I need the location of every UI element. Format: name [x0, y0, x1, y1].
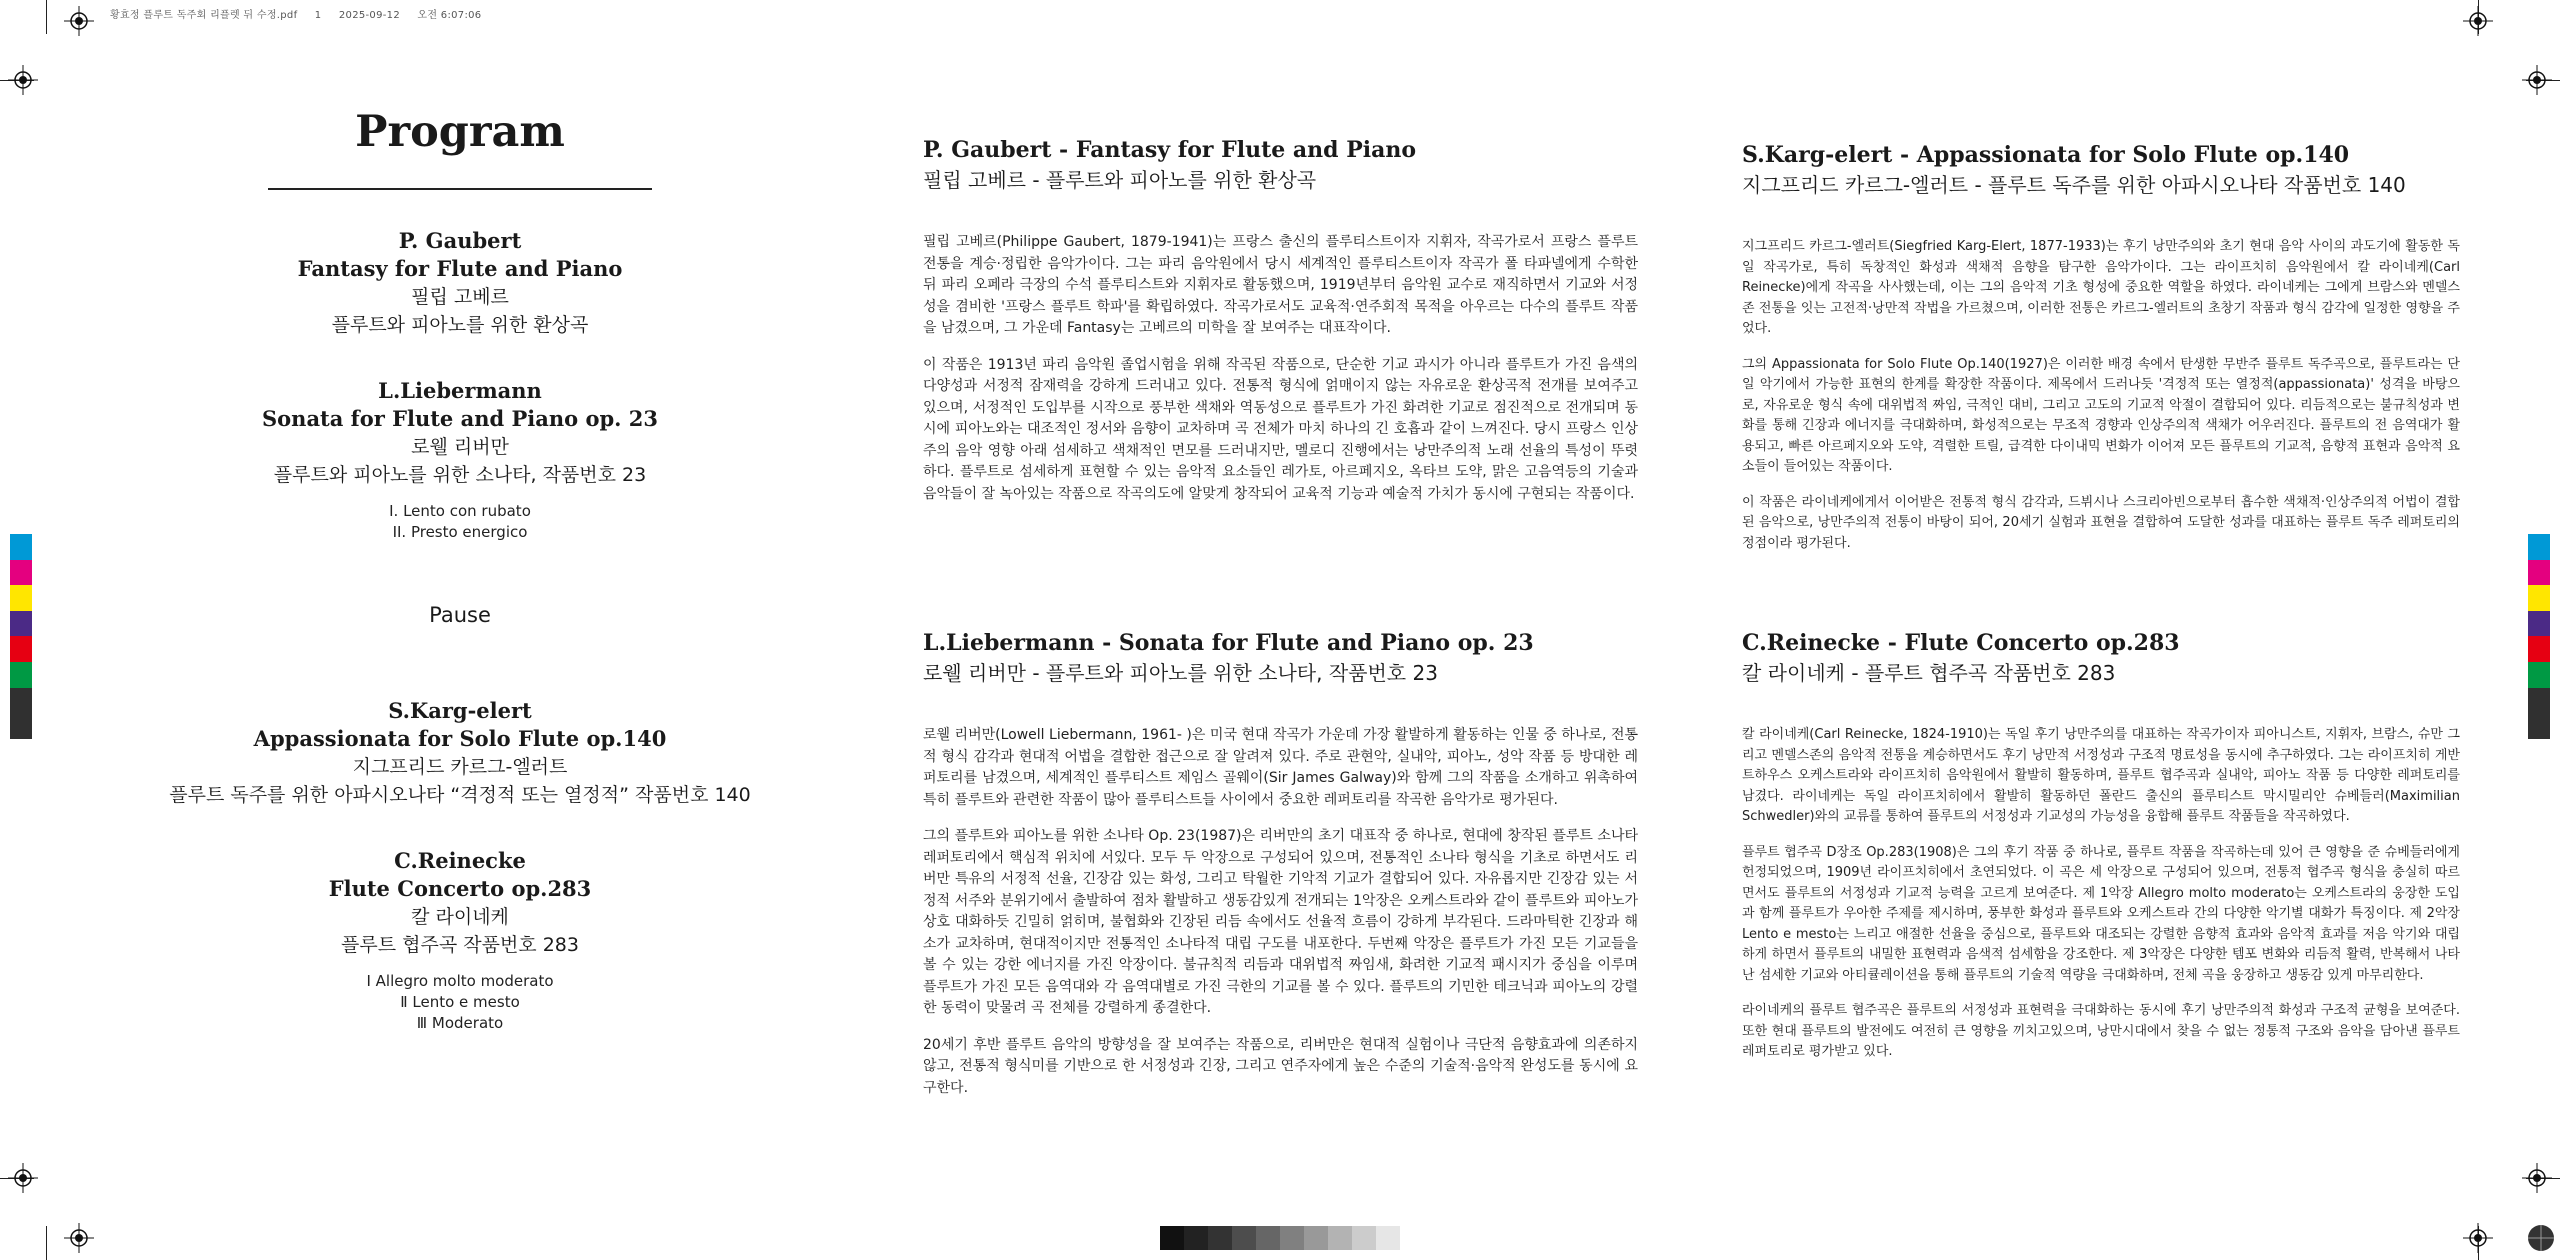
note-title: S.Karg-elert - Appassionata for Solo Flute op.140: [1742, 142, 2350, 168]
note-title: C.Reinecke - Flute Concerto op.283: [1742, 630, 2180, 656]
color-swatch: [10, 688, 32, 714]
note-paragraph: 플루트 협주곡 D장조 Op.283(1908)은 그의 후기 작품 중 하나로, 플루트 작품을 작곡하는데 있어 큰 영향을 준 슈베들러에게 헌정되었으며, 1909년 라이프치히에서 초연되었다. 이 곡은 세 악장으로 구성되어 있으며, 전통적 협주곡 형식을 충실히 따르면서도 플루트의 서정성과 기교적 능력을 고르게 보여준다. 제 1악장 Allegro molto moderato는 오케스트라의 웅장한 도입과 함께 플루트가 우아한 주제를 제시하며, 풍부한 화성과 플루트와 오케스트라 간의 다양한 악기별 대화가 특징이다. 제 2악장 Lento e mesto는 느리고 애절한 선율을 중심으로, 플루트와 대조되는 강렬한 음향적 효과와 음악적 효과를 저음 악기와 대립하게 하면서 플루트의 내밀한 표현력과 음색적 섬세함을 강조한다. 제 3악장은 다양한 템포 변화와 리듬적 활력, 반복해서 나타난 섬세한 기교와 아티큘레이션을 통해 플루트의 기술적 역량을 극대화하며, 전체 곡을 웅장하고 생동감 있게 마무리한다.: [1742, 844, 2460, 983]
print-header: [110, 6, 481, 21]
note-paragraph: 칼 라이네케(Carl Reinecke, 1824-1910)는 독일 후기 낭만주의를 대표하는 작곡가이자 피아니스트, 지휘자, 브람스, 슈만 그리고 멘델스존의 음악적 전통을 계승하면서도 후기 낭만적 서정성과 구조적 명료성을 동시에 추구하였다. 그는 라이프치히 게반트하우스 오케스트라와 라이프치히 음악원에서 활발히 활동하며, 플루트 협주곡과 실내악, 피아노 작품 등 다양한 레퍼토리를 남겼다. 라이네케는 독일 라이프치히에서 활발히 활동하던 폴란드 출신의 플루티스트 막시밀리안 슈베들러(Maximilian Schwedler)와의 교류를 통하여 플루트의 서정성과 기교성의 가능성을 융합해 플루트 작품들을 작곡하였다.: [1742, 727, 2460, 824]
program-movements: [160, 501, 760, 543]
color-swatch: [2528, 636, 2550, 662]
program-work-kr: 플루트 협주곡 작품번호 283: [341, 934, 579, 956]
color-swatch: [10, 585, 32, 611]
note-title: P. Gaubert - Fantasy for Flute and Piano: [923, 137, 1417, 163]
movement: Ⅰ Allegro molto moderato: [366, 972, 554, 990]
gray-swatch: [1208, 1226, 1232, 1250]
program-column: [160, 100, 760, 1072]
program-note-liebermann: [923, 629, 1638, 1114]
registration-mark-icon: [8, 1163, 38, 1193]
movement: Ⅱ Lento e mesto: [400, 993, 520, 1011]
title-divider: [268, 188, 652, 190]
program-composer-kr: 지그프리드 카르그-엘러트: [352, 756, 568, 778]
gray-swatch: [1376, 1226, 1400, 1250]
note-paragraph: 라이네케의 플루트 협주곡은 플루트의 서정성과 표현력을 극대화하는 동시에 후기 낭만주의적 화성과 구조적 균형을 보여준다. 또한 현대 플루트의 발전에도 여전히 큰 영향을 끼치고있으며, 낭만시대에서 찾을 수 없는 정통적 구조와 음악을 담아낸 플루트 레퍼토리로 평가받고 있다.: [1742, 1003, 2460, 1059]
movement: II. Presto energico: [392, 523, 528, 541]
program-composer-kr: 칼 라이네케: [411, 906, 509, 928]
program-composer-kr: 필립 고베르: [411, 286, 509, 308]
gray-swatch: [1160, 1226, 1184, 1250]
note-paragraph: 지그프리드 카르그-엘러트(Siegfried Karg-Elert, 1877-1933)는 후기 낭만주의와 초기 현대 음악 사이의 과도기에 활동한 독일 작곡가로, 특히 독창적인 화성과 색채적 음향을 탐구한 음악가이다. 그는 라이프치히 음악원에서 칼 라이네케(Carl Reinecke)에게 작곡을 사사했는데, 이는 그의 음악적 기초 형성에 중요한 역할을 하였다. 라이네케는 그에게 브람스와 멘델스존 전통을 잇는 고전적·낭만적 작법을 가르쳤으며, 이러한 전통은 카르그-엘러트의 초창기 작품과 형식 감각에 일정한 영향을 주었다.: [1742, 239, 2460, 336]
note-paragraph: 필립 고베르(Philippe Gaubert, 1879-1941)는 프랑스 출신의 플루티스트이자 지휘자, 작곡가로서 프랑스 플루트 전통을 계승·정립한 음악가이다. 그는 파리 음악원에서 당시 세계적인 플루티스트이자 작곡가 폴 타파넬에게 수학한 뒤 파리 오페라 극장의 수석 플루티스트와 지휘자로 활동했으며, 1919년부터 음악원 교수로 재직하면서 기교와 서정성을 겸비한 '프랑스 플루트 학파'를 확립하였다. 작곡가로서도 교육적·연주회적 목적을 아우르는 다수의 플루트 작품을 남겼으며, 그 가운데 Fantasy는 고베르의 미학을 잘 보여주는 대표작이다.: [923, 234, 1638, 336]
program-work-kr: 플루트 독주를 위한 아파시오나타 “격정적 또는 열정적” 작품번호 140: [169, 784, 751, 806]
color-swatch: [10, 713, 32, 739]
note-body: [1742, 725, 2460, 1063]
program-item: [160, 697, 760, 809]
note-body: [923, 725, 1638, 1099]
note-body: [1742, 237, 2460, 554]
color-swatch: [10, 560, 32, 586]
note-subtitle: 칼 라이네케 - 플루트 협주곡 작품번호 283: [1742, 661, 2116, 685]
color-swatch: [10, 534, 32, 560]
note-subtitle: 로웰 리버만 - 플루트와 피아노를 위한 소나타, 작품번호 23: [923, 661, 1438, 685]
note-title: L.Liebermann - Sonata for Flute and Piano op. 23: [923, 630, 1534, 656]
program-work: Flute Concerto op.283: [328, 876, 592, 901]
note-paragraph: 로웰 리버만(Lowell Liebermann, 1961- )은 미국 현대 작곡가 가운데 가장 활발하게 활동하는 인물 중 하나로, 전통적 형식 감각과 현대적 어법을 결합한 접근으로 잘 알려져 있다. 주로 관현악, 실내악, 피아노, 성악 작품 등 방대한 레퍼토리를 남겼으며, 세계적인 플루티스트 제임스 골웨이(Sir James Galway)와 함께 그의 작품을 소개하고 위촉하여 특히 플루트와 관련한 작품이 많아 플루티스트들 사이에서 중요한 레퍼토리를 작곡한 음악가로 평가된다.: [923, 727, 1638, 808]
crop-mark: [46, 0, 47, 34]
program-composer: L.Liebermann: [378, 378, 542, 403]
note-subtitle: 필립 고베르 - 플루트와 피아노를 위한 환상곡: [923, 168, 1317, 192]
gray-swatch: [1256, 1226, 1280, 1250]
color-swatch: [10, 636, 32, 662]
movement: Ⅲ Moderato: [416, 1014, 504, 1032]
color-swatch: [2528, 713, 2550, 739]
registration-mark-icon: [2522, 1163, 2552, 1193]
program-note-reinecke: [1742, 629, 2460, 1078]
grayscale-bar: [1160, 1226, 1400, 1250]
color-swatch: [2528, 611, 2550, 637]
program-composer: P. Gaubert: [398, 228, 522, 253]
program-composer-kr: 로웰 리버만: [411, 436, 509, 458]
color-swatch: [2528, 585, 2550, 611]
color-swatch: [10, 611, 32, 637]
note-paragraph: 20세기 후반 플루트 음악의 방향성을 잘 보여주는 작품으로, 리버만은 현대적 실험이나 극단적 음향효과에 의존하지 않고, 전통적 형식미를 기반으로 한 서정성과 긴장, 그리고 연주자에게 높은 수준의 기술적·음악적 완성도를 동시에 요구한다.: [923, 1036, 1638, 1096]
movement: I. Lento con rubato: [389, 502, 531, 520]
program-work-kr: 플루트와 피아노를 위한 소나타, 작품번호 23: [273, 464, 647, 486]
program-work: Fantasy for Flute and Piano: [297, 256, 623, 281]
crop-mark: [46, 1226, 47, 1260]
registration-mark-icon: [2463, 6, 2493, 36]
note-body: [923, 232, 1638, 505]
color-swatch: [2528, 560, 2550, 586]
color-reference-dot-icon: [2526, 1223, 2556, 1253]
color-swatch: [2528, 688, 2550, 714]
note-paragraph: 그의 Appassionata for Solo Flute Op.140(1927)은 이러한 배경 속에서 탄생한 무반주 플루트 독주곡으로, 플루트라는 단일 악기에서 가능한 표현의 한계를 확장한 작품이다. 제목에서 드러나듯 '격정적 또는 열정적(appassionata)' 성격을 바탕으로, 자유로운 형식 속에 대위법적 짜임, 극적인 대비, 그리고 고도의 기교적 악절이 결합되어 있다. 리듬적으로는 불규칙성과 변화를 통해 긴장과 에너지를 극대화하며, 화성적으로는 무조적 경향과 인상주의적 색채가 어우러진다. 플루트의 전 음역대가 활용되고, 빠른 아르페지오와 도약, 격렬한 트릴, 급격한 다이내믹 변화가 이어져 모든 플루트의 기교적, 음향적 표현과 음악적 요소들이 들어있는 작품이다.: [1742, 356, 2460, 474]
color-swatch: [2528, 662, 2550, 688]
program-note-gaubert: [923, 136, 1638, 520]
cmyk-color-bar-left: [10, 534, 32, 739]
program-work: Sonata for Flute and Piano op. 23: [262, 406, 658, 431]
gray-swatch: [1328, 1226, 1352, 1250]
header-filename: 황효정 플루트 독주회 리플렛 뒤 수정.pdf: [110, 10, 298, 21]
program-item: [160, 847, 760, 1034]
header-time: 오전 6:07:06: [417, 10, 482, 21]
program-composer: S.Karg-elert: [388, 698, 532, 723]
color-swatch: [10, 662, 32, 688]
registration-mark-icon: [64, 6, 94, 36]
gray-swatch: [1184, 1226, 1208, 1250]
header-page: 1: [314, 10, 322, 21]
note-paragraph: 그의 플루트와 피아노를 위한 소나타 Op. 23(1987)은 리버만의 초기 대표작 중 하나로, 현대에 창작된 플루트 소나타 레퍼토리에서 핵심적 위치에 서있다. 모두 두 악장으로 구성되어 있으며, 전통적인 소나타 형식을 기초로 하면서도 리버만 특유의 서정적 선율, 긴장감 있는 화성, 그리고 탁월한 기악적 기교가 결합되어 있다. 자유롭지만 긴장감 있는 서정적 서주와 분위기에서 출발하여 점차 활발하고 생동감있게 전개되는 1악장은 오케스트라와 같이 플루트와 피아노가 상호 대화하듯 긴밀히 얽히며, 불협화와 긴장된 리듬 속에서도 선율적 흐름이 강하게 부각된다. 드라마틱한 긴장과 해소가 교차하며, 현대적이지만 전통적인 소나타적 대립 구도를 내포한다. 두번째 악장은 플루트가 가진 모든 기교들을 볼 수 있는 강한 에너지를 가진 악장이다. 불규칙적 리듬과 대위법적 짜임새, 화려한 기교적 패시지가 중심을 이루며 플루트가 가진 모든 음역대와 각 음역대별로 가진 극한의 기교를 볼 수 있다. 플루트의 기민한 테크닉과 피아노의 강렬한 동력이 맞물려 곡 전체를 강렬하게 종결한다.: [923, 828, 1638, 1016]
gray-swatch: [1304, 1226, 1328, 1250]
program-work-kr: 플루트와 피아노를 위한 환상곡: [331, 314, 589, 336]
program-movements: [160, 971, 760, 1034]
registration-mark-icon: [64, 1223, 94, 1253]
note-subtitle: 지그프리드 카르그-엘러트 - 플루트 독주를 위한 아파시오나타 작품번호 140: [1742, 173, 2406, 197]
program-title: Program: [355, 107, 565, 157]
registration-mark-icon: [2463, 1223, 2493, 1253]
cmyk-color-bar-right: [2528, 534, 2550, 739]
registration-mark-icon: [8, 65, 38, 95]
gray-swatch: [1280, 1226, 1304, 1250]
pause-label: Pause: [429, 603, 491, 627]
registration-mark-icon: [2522, 65, 2552, 95]
program-item: [160, 227, 760, 339]
color-swatch: [2528, 534, 2550, 560]
program-item: [160, 377, 760, 543]
gray-swatch: [1232, 1226, 1256, 1250]
note-paragraph: 이 작품은 1913년 파리 음악원 졸업시험을 위해 작곡된 작품으로, 단순한 기교 과시가 아니라 플루트가 가진 음색의 다양성과 서정적 잠재력을 강하게 드러내고 있다. 전통적 형식에 얽매이지 않는 자유로운 환상곡적 전개를 보여주고 있으며, 서정적인 도입부를 시작으로 풍부한 색채와 역동성으로 플루트가 가진 화려한 기교로 점진적으로 전개되며 동시에 피아노와는 대조적인 정서와 음향이 교차하며 곡 전체가 마치 하나의 긴 호흡과 같이 느껴진다. 당시 프랑스 인상주의 음악 영향 아래 섬세하고 색채적인 면모를 드러내지만, 멜로디 진행에서는 낭만주의적 노래 선율의 특성이 뚜렷하다. 플루트로 섬세하게 표현할 수 있는 음악적 요소들인 레가토, 아르페지오, 옥타브 도약, 맑은 고음역등의 기술과 음악들이 잘 녹아있는 작품으로 작곡의도에 알맞게 창작되어 교육적 기능과 예술적 가치가 동시에 구현되는 작품이다.: [923, 356, 1638, 502]
header-date: 2025-09-12: [338, 10, 400, 21]
gray-swatch: [1352, 1226, 1376, 1250]
program-note-karg-elert: [1742, 141, 2460, 569]
program-composer: C.Reinecke: [394, 848, 526, 873]
note-paragraph: 이 작품은 라이네케에게서 이어받은 전통적 형식 감각과, 드뷔시나 스크리아빈으로부터 흡수한 색채적·인상주의적 어법이 결합된 음악으로, 낭만주의적 전통이 바탕이 되어, 20세기 실험과 표현을 결합하여 도달한 성과를 대표하는 플루트 독주 레퍼토리의 정점이라 평가된다.: [1742, 494, 2460, 551]
program-work: Appassionata for Solo Flute op.140: [253, 726, 667, 751]
